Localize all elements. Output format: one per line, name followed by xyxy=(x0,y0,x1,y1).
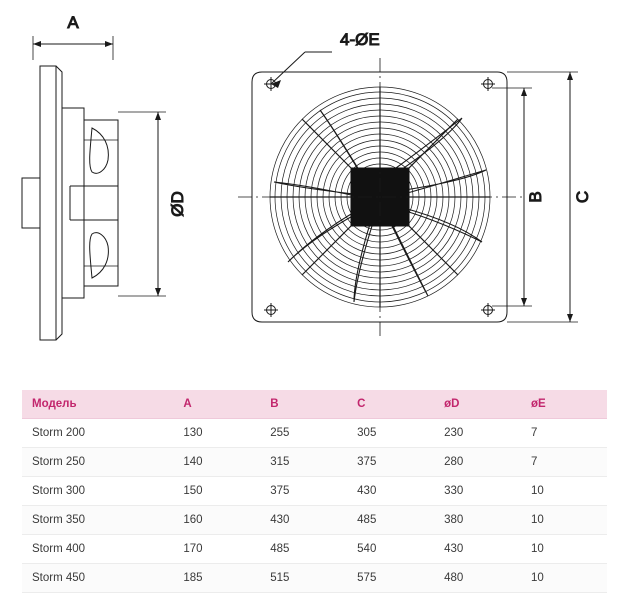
cell-e: 7 xyxy=(531,456,538,468)
cell-b: 375 xyxy=(270,485,290,497)
cell-e: 7 xyxy=(531,427,538,439)
cell-c: 375 xyxy=(357,456,377,468)
dimension-d-line xyxy=(118,112,166,296)
table-row xyxy=(22,419,607,448)
column-header-a: A xyxy=(173,390,260,419)
cell-e: 10 xyxy=(531,572,544,584)
dimension-label-e: 4-ØE xyxy=(340,30,380,49)
table-row xyxy=(22,477,607,506)
cell-d: 330 xyxy=(444,485,464,497)
cell-b: 315 xyxy=(270,456,290,468)
cell-c: 485 xyxy=(357,514,377,526)
column-header-e: øE xyxy=(521,390,607,419)
cell-b: 515 xyxy=(270,572,290,584)
dimension-label-a: A xyxy=(67,13,79,32)
cell-model: Storm 350 xyxy=(32,514,86,526)
cell-d: 380 xyxy=(444,514,464,526)
dimension-a-line xyxy=(33,36,113,60)
cell-model: Storm 250 xyxy=(32,456,86,468)
side-view-flange xyxy=(40,66,62,340)
side-view-casing xyxy=(22,108,118,298)
cell-c: 430 xyxy=(357,485,377,497)
cell-a: 140 xyxy=(183,456,203,468)
cell-a: 150 xyxy=(183,485,203,497)
dimension-label-c: C xyxy=(573,190,592,204)
cell-a: 170 xyxy=(183,543,203,555)
cell-model: Storm 200 xyxy=(32,427,86,439)
dimension-label-d: ØD xyxy=(168,191,187,217)
cell-b: 430 xyxy=(270,514,290,526)
specifications-table xyxy=(22,390,607,593)
table-body xyxy=(22,419,607,593)
table-row xyxy=(22,564,607,593)
cell-c: 305 xyxy=(357,427,377,439)
cell-c: 575 xyxy=(357,572,377,584)
cell-e: 10 xyxy=(531,485,544,497)
cell-b: 485 xyxy=(270,543,290,555)
table-row xyxy=(22,506,607,535)
cell-a: 130 xyxy=(183,427,203,439)
cell-b: 255 xyxy=(270,427,290,439)
side-view-blades xyxy=(90,128,109,278)
cell-a: 185 xyxy=(183,572,203,584)
dimension-label-b: B xyxy=(526,191,545,203)
cell-c: 540 xyxy=(357,543,377,555)
column-header-model: Модель xyxy=(22,390,173,419)
cell-e: 10 xyxy=(531,514,544,526)
cell-a: 160 xyxy=(183,514,203,526)
column-header-b: B xyxy=(260,390,347,419)
column-header-c: C xyxy=(347,390,434,419)
column-header-d: øD xyxy=(434,390,521,419)
cell-model: Storm 300 xyxy=(32,485,86,497)
table-row xyxy=(22,535,607,564)
leader-line-e xyxy=(271,52,332,88)
cell-model: Storm 400 xyxy=(32,543,86,555)
cell-d: 480 xyxy=(444,572,464,584)
cell-d: 280 xyxy=(444,456,464,468)
cell-d: 230 xyxy=(444,427,464,439)
table-row xyxy=(22,448,607,477)
table-header xyxy=(22,390,607,419)
cell-e: 10 xyxy=(531,543,544,555)
cell-model: Storm 450 xyxy=(32,572,86,584)
table-header-row xyxy=(22,390,607,419)
cell-d: 430 xyxy=(444,543,464,555)
